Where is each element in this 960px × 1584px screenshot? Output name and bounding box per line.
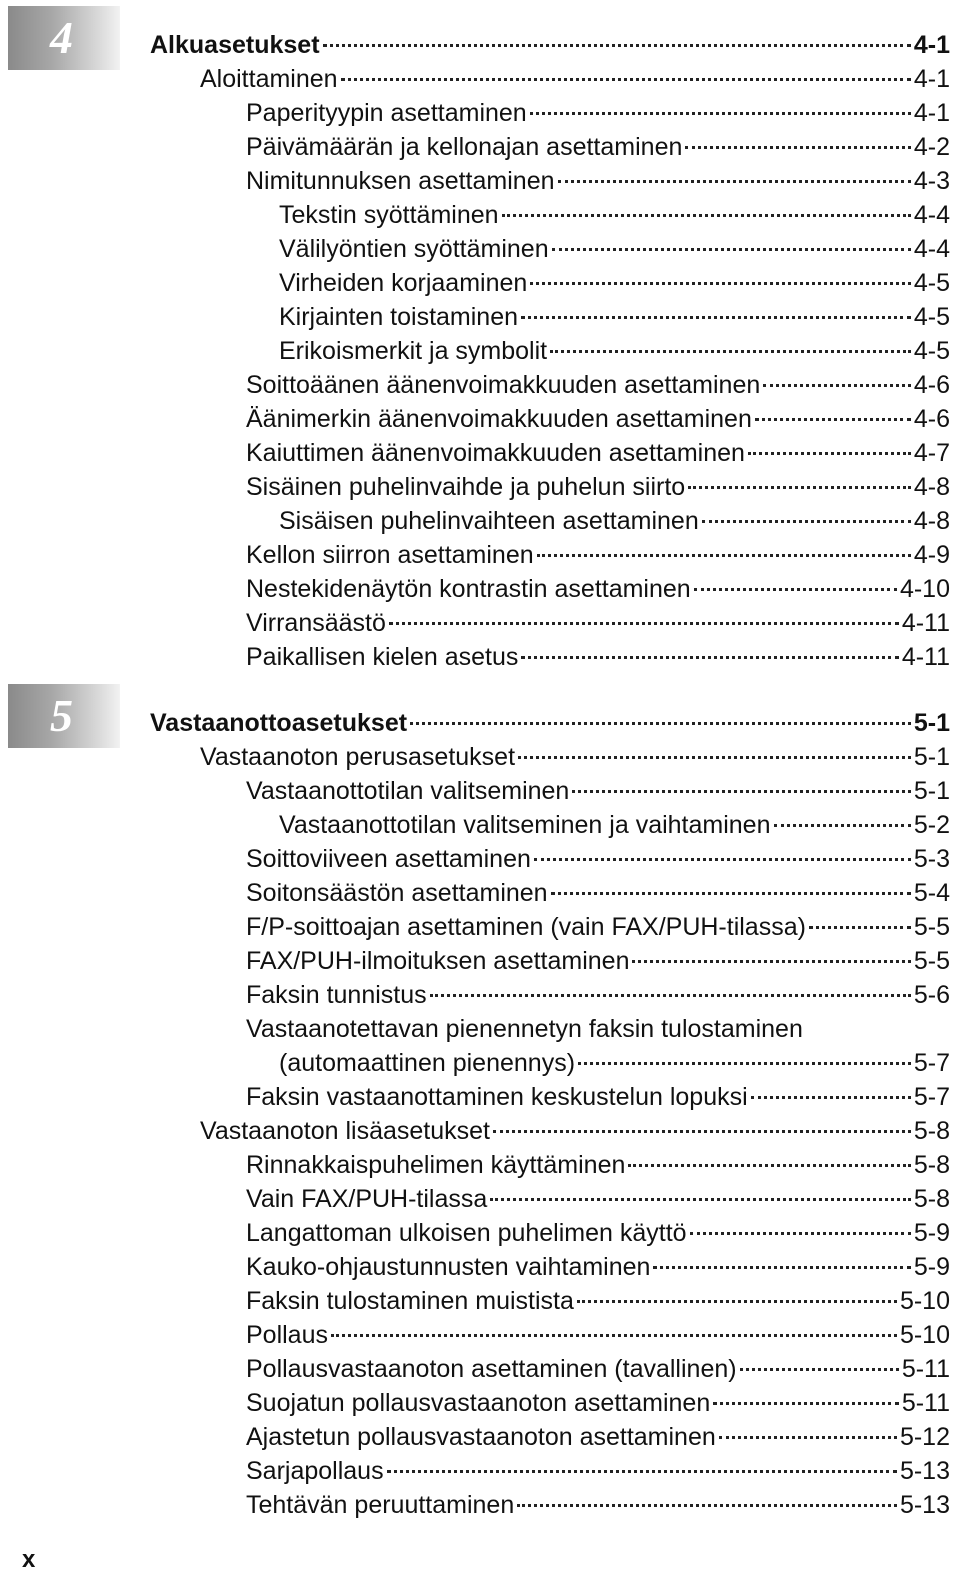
toc-entry-title: Päivämäärän ja kellonajan asettaminen [246,133,683,161]
dot-leader [341,78,911,81]
toc-entry-title: Tekstin syöttäminen [279,201,499,229]
toc-entry-page: 5-9 [913,1219,950,1247]
toc-entry-page: 4-4 [913,201,950,229]
toc-entry-page: 5-9 [913,1253,950,1281]
toc-entry[interactable] [0,198,960,232]
toc-entry[interactable] [0,368,960,402]
dot-leader [809,926,911,929]
toc-entry-page: 4-5 [913,303,950,331]
toc-list [0,28,960,674]
dot-leader [530,282,911,285]
toc-entry-page: 4-11 [901,609,950,637]
toc-entry[interactable] [0,774,960,808]
toc-entry-page: 4-8 [913,473,950,501]
toc-entry-title: Virransäästö [246,609,386,637]
toc-entry-title: Sisäisen puhelinvaihteen asettaminen [279,507,699,535]
toc-entry-title: Paikallisen kielen asetus [246,643,519,671]
dot-leader [774,824,911,827]
chapter-number: 5 [50,690,73,741]
toc-entry[interactable] [0,640,960,674]
dot-leader [517,1504,897,1507]
toc-entry[interactable] [0,944,960,978]
dot-leader [713,1402,899,1405]
toc-entry-page: 5-10 [899,1287,950,1315]
dot-leader [521,316,911,319]
dot-leader [521,656,898,659]
toc-entry-title: Sarjapollaus [246,1457,384,1485]
toc-entry-page: 5-2 [913,811,950,839]
toc-entry-page: 5-5 [913,947,950,975]
toc-entry[interactable] [0,28,960,62]
toc-entry[interactable] [0,96,960,130]
toc-entry[interactable] [0,1114,960,1148]
toc-entry-page: 4-1 [913,99,950,127]
toc-entry[interactable] [0,606,960,640]
dot-leader [552,248,911,251]
toc-entry-title: Sisäinen puhelinvaihde ja puhelun siirto [246,473,686,501]
toc-entry-title: Vain FAX/PUH-tilassa [246,1185,488,1213]
page-number: x [22,1546,36,1573]
toc-entry-page: 4-10 [899,575,950,603]
dot-leader [688,486,911,489]
dot-leader [389,622,899,625]
toc-entry-page: 5-12 [899,1423,950,1451]
toc-entry-title: Alkuasetukset [150,31,320,59]
dot-leader [550,350,911,353]
toc-entry-title: Ajastetun pollausvastaanoton asettaminen [246,1423,716,1451]
toc-entry-title: Vastaanoton perusasetukset [200,743,516,771]
toc-entry-title: Faksin tunnistus [246,981,427,1009]
toc-entry-page: 5-13 [899,1457,950,1485]
toc-entry[interactable] [0,910,960,944]
dot-leader [685,146,910,149]
toc-entry[interactable] [0,1182,960,1216]
toc-entry-title: Tehtävän peruuttaminen [246,1491,515,1519]
toc-entry-page: 5-11 [901,1355,950,1383]
toc-entry[interactable] [0,62,960,96]
toc-entry-page: 5-10 [899,1321,950,1349]
toc-entry-page: 4-11 [901,643,950,671]
dot-leader [493,1130,911,1133]
toc-entry[interactable] [0,300,960,334]
toc-entry-title: Välilyöntien syöttäminen [279,235,549,263]
toc-entry[interactable] [0,1352,960,1386]
toc-entry[interactable] [0,1284,960,1318]
dot-leader [323,44,911,47]
dot-leader [628,1164,910,1167]
toc-entry-title: Faksin vastaanottaminen keskustelun lopuksi [246,1083,748,1111]
toc-entry-page: 5-8 [913,1151,950,1179]
toc-entry[interactable] [0,842,960,876]
toc-entry[interactable] [0,402,960,436]
toc-entry[interactable] [0,1488,960,1522]
toc-entry-page: 5-11 [901,1389,950,1417]
toc-entry-title: Vastaanoton lisäasetukset [200,1117,491,1145]
toc-entry-page: 4-6 [913,371,950,399]
toc-entry-page: 4-4 [913,235,950,263]
toc-list [0,706,960,1522]
toc-entry-page: 4-8 [913,507,950,535]
dot-leader [410,722,911,725]
toc-entry-page: 5-7 [913,1083,950,1111]
toc-entry-title: Soittoviiveen asettaminen [246,845,531,873]
toc-entry-title: Vastaanottotilan valitseminen ja vaihtaminen [279,811,771,839]
toc-entry-title: Langattoman ulkoisen puhelimen käyttö [246,1219,687,1247]
toc-entry[interactable] [0,1318,960,1352]
toc-entry[interactable] [0,876,960,910]
dot-leader [537,554,911,557]
toc-entry-page: 5-6 [913,981,950,1009]
toc-entry[interactable] [0,164,960,198]
dot-leader [632,960,910,963]
toc-entry-page: 5-5 [913,913,950,941]
toc-entry-page: 4-1 [913,31,950,59]
toc-entry-page: 5-13 [899,1491,950,1519]
toc-entry-title: FAX/PUH-ilmoituksen asettaminen [246,947,630,975]
toc-entry-page: 4-2 [913,133,950,161]
dot-leader [490,1198,911,1201]
dot-leader [578,1062,911,1065]
toc-entry[interactable] [0,1046,960,1080]
toc-entry-page: 5-8 [913,1185,950,1213]
toc-entry-title: Paperityypin asettaminen [246,99,527,127]
toc-entry[interactable] [0,1012,960,1046]
toc-entry-page: 4-9 [913,541,950,569]
toc-entry-page: 4-6 [913,405,950,433]
toc-entry-title: Aloittaminen [200,65,338,93]
toc-entry-title: (automaattinen pienennys) [279,1049,576,1077]
dot-leader [690,1232,911,1235]
toc-entry-title: Kaiuttimen äänenvoimakkuuden asettaminen [246,439,745,467]
toc-entry[interactable] [0,572,960,606]
toc-entry-page: 5-3 [913,845,950,873]
dot-leader [751,1096,911,1099]
toc-entry[interactable] [0,130,960,164]
toc-entry[interactable] [0,740,960,774]
toc-entry-page: 4-5 [913,337,950,365]
toc-entry[interactable] [0,1454,960,1488]
dot-leader [387,1470,897,1473]
toc-entry-title: F/P-soittoajan asettaminen (vain FAX/PUH-tilassa) [246,913,806,941]
toc-entry[interactable] [0,1216,960,1250]
toc-entry-title: Kauko-ohjaustunnusten vaihtaminen [246,1253,651,1281]
chapter-number: 4 [50,12,73,63]
toc-entry[interactable] [0,504,960,538]
toc-entry-page: 4-5 [913,269,950,297]
toc-entry-title: Vastaanottoasetukset [150,709,408,737]
dot-leader [577,1300,897,1303]
toc-entry[interactable] [0,266,960,300]
toc-entry-title: Virheiden korjaaminen [279,269,528,297]
toc-entry-title: Suojatun pollausvastaanoton asettaminen [246,1389,711,1417]
dot-leader [430,994,911,997]
toc-entry[interactable] [0,706,960,740]
toc-entry[interactable] [0,1250,960,1284]
toc-entry-page: 5-7 [913,1049,950,1077]
toc-entry-title: Pollausvastaanoton asettaminen (tavallinen) [246,1355,737,1383]
toc-entry-title: Soitonsäästön asettaminen [246,879,548,907]
dot-leader [331,1334,897,1337]
toc-entry[interactable] [0,978,960,1012]
toc-entry-page: 5-1 [913,777,950,805]
toc-entry[interactable] [0,538,960,572]
toc-entry-title: Vastaanottotilan valitseminen [246,777,570,805]
dot-leader [694,588,897,591]
toc-entry[interactable] [0,470,960,504]
dot-leader [740,1368,899,1371]
toc-entry-page: 5-8 [913,1117,950,1145]
dot-leader [572,790,911,793]
toc-entry-page: 5-1 [913,743,950,771]
toc-entry-page: 4-3 [913,167,950,195]
dot-leader [530,112,911,115]
dot-leader [558,180,911,183]
dot-leader [653,1266,910,1269]
toc-entry-title: Faksin tulostaminen muistista [246,1287,574,1315]
dot-leader [502,214,911,217]
toc-entry-title: Kirjainten toistaminen [279,303,519,331]
toc-entry-title: Vastaanotettavan pienennetyn faksin tulostaminen [246,1015,803,1043]
toc-entry[interactable] [0,334,960,368]
dot-leader [702,520,911,523]
toc-entry-title: Rinnakkaispuhelimen käyttäminen [246,1151,626,1179]
toc-entry-page: 4-1 [913,65,950,93]
toc-entry[interactable] [0,436,960,470]
toc-entry-title: Soittoäänen äänenvoimakkuuden asettaminen [246,371,761,399]
dot-leader [755,418,911,421]
dot-leader [719,1436,897,1439]
toc-entry[interactable] [0,1420,960,1454]
dot-leader [551,892,911,895]
toc-entry-page: 5-4 [913,879,950,907]
toc-entry-page: 4-7 [913,439,950,467]
toc-entry-title: Erikoismerkit ja symbolit [279,337,548,365]
toc-entry-title: Pollaus [246,1321,328,1349]
toc-entry-page: 5-1 [913,709,950,737]
toc-entry[interactable] [0,808,960,842]
toc-entry-title: Nestekidenäytön kontrastin asettaminen [246,575,691,603]
toc-entry[interactable] [0,1386,960,1420]
dot-leader [534,858,911,861]
toc-entry-title: Kellon siirron asettaminen [246,541,534,569]
dot-leader [748,452,911,455]
toc-entry[interactable] [0,232,960,266]
toc-entry-title: Nimitunnuksen asettaminen [246,167,555,195]
toc-entry[interactable] [0,1080,960,1114]
dot-leader [763,384,911,387]
toc-entry[interactable] [0,1148,960,1182]
dot-leader [518,756,911,759]
toc-entry-title: Äänimerkin äänenvoimakkuuden asettaminen [246,405,752,433]
